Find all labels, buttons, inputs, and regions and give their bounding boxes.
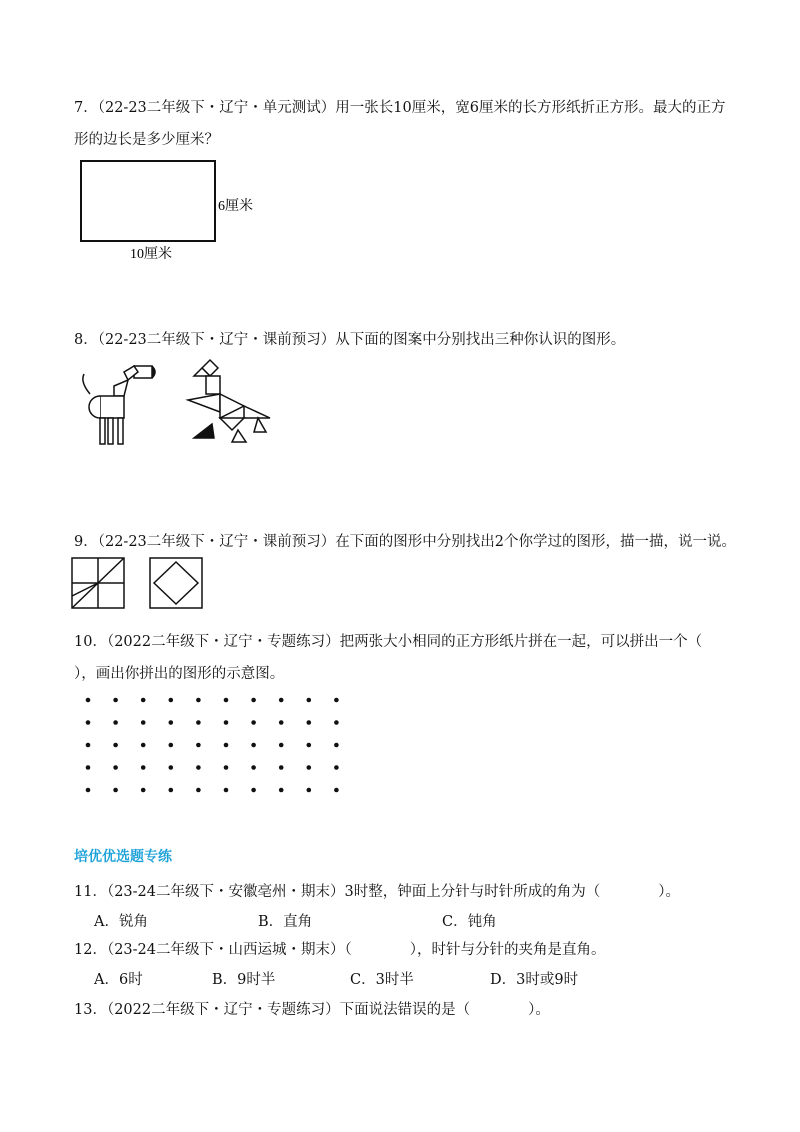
bird-right-foot [232,430,246,442]
horse-body-square [100,396,124,418]
grid-dot [196,788,201,793]
horse-leg-2 [108,418,113,444]
grid-dot [169,698,174,703]
grid-dot [196,698,201,703]
q11-option-a[interactable]: A．锐角 [94,914,148,930]
grid-dot [334,743,339,748]
bird-wing-triangle [188,394,220,412]
q8-figures [66,356,276,452]
grid-dot [251,788,256,793]
grid-dot [141,698,146,703]
q11-stem: 11．（23-24二年级下・安徽亳州・期末）3时整，钟面上分针与时针所成的角为（ ）。 [74,884,680,900]
grid-dot [113,720,118,725]
section-title: 培优优选题专练 [74,849,172,865]
grid-dot [169,720,174,725]
grid-dot [86,788,91,793]
rectangle-shape [81,161,215,241]
grid-dot [113,743,118,748]
grid-dot [251,765,256,770]
horse-leg-3 [118,418,123,444]
grid-dot [307,743,312,748]
q11-option-b[interactable]: B．直角 [258,914,313,930]
grid-dot [334,765,339,770]
horse-tail [83,374,90,394]
grid-dot [141,788,146,793]
grid-dot [224,765,229,770]
square-grid-figure [72,558,124,608]
bird-tail-triangle [244,406,270,418]
grid-dot [169,743,174,748]
bird-neck-rect [206,376,220,394]
q9-figures [70,556,210,612]
grid-dot [113,765,118,770]
grid-dot [279,720,284,725]
horse-rear-semicircle [89,396,100,418]
grid-dot [279,698,284,703]
q7-stem-line1: 7．（22-23二年级下・辽宁・单元测试）用一张长10厘米，宽6厘米的长方形纸折正方形。最大的正方 [74,100,726,116]
grid-dot [307,720,312,725]
grid-dot [86,720,91,725]
bird-lower-triangle [220,418,244,430]
width-label: 10厘米 [130,247,172,262]
horse-figure [83,366,155,444]
grid-dot [334,788,339,793]
grid-dot [169,788,174,793]
grid-dot [307,788,312,793]
horse-neck-triangle [114,380,128,396]
q10-dot-grid[interactable] [80,692,350,796]
horse-nose [152,366,155,378]
q9-stem: 9．（22-23二年级下・辽宁・课前预习）在下面的图形中分别找出2个你学过的图形，描一描，说一说。 [74,534,736,550]
horse-leg-1 [100,418,105,444]
grid-dot [169,765,174,770]
square-diamond-figure [150,558,202,608]
grid-dot [251,720,256,725]
grid-dot [86,698,91,703]
grid-dot [307,698,312,703]
grid-dot [196,765,201,770]
grid-dot [224,720,229,725]
bird-body-triangle [220,394,244,418]
grid-dot [224,788,229,793]
grid-dot [196,743,201,748]
grid-dot [279,765,284,770]
q13-stem: 13．（2022二年级下・辽宁・专题练习）下面说法错误的是（ ）。 [74,1002,550,1018]
grid-dot [141,720,146,725]
q11-option-c[interactable]: C．钝角 [442,914,497,930]
q7-rectangle-figure [78,158,268,264]
height-label: 6厘米 [218,199,253,214]
grid-dot [196,720,201,725]
bird-left-foot [194,424,214,438]
bird-tail-tip [254,418,266,432]
q12-option-d[interactable]: D．3时或9时 [490,972,579,988]
grid-dot [141,765,146,770]
grid-dot [224,743,229,748]
grid-dot [334,698,339,703]
grid-dot [334,720,339,725]
grid-dot [86,765,91,770]
grid-dot [224,698,229,703]
grid-dot [113,788,118,793]
grid-dot [251,743,256,748]
grid-dot [141,743,146,748]
q10-stem-line1: 10．（2022二年级下・辽宁・专题练习）把两张大小相同的正方形纸片拼在一起，可以拼出一个（ [74,634,703,650]
q12-option-b[interactable]: B．9时半 [212,972,276,988]
grid-dot [251,698,256,703]
q12-option-a[interactable]: A．6时 [94,972,143,988]
q10-stem-line2: ），画出你拼出的图形的示意图。 [74,666,285,682]
q12-stem: 12．（23-24二年级下・山西运城・期末）（ ），时针与分针的夹角是直角。 [74,942,606,958]
grid-dot [307,765,312,770]
q12-option-c[interactable]: C．3时半 [350,972,414,988]
q8-stem: 8．（22-23二年级下・辽宁・课前预习）从下面的图案中分别找出三种你认识的图形。 [74,332,626,348]
grid-dot [113,698,118,703]
tangram-bird-figure [188,360,270,442]
grid-dot [279,743,284,748]
q7-stem-line2: 形的边长是多少厘米？ [74,132,219,148]
grid-dot [279,788,284,793]
grid-dot [86,743,91,748]
